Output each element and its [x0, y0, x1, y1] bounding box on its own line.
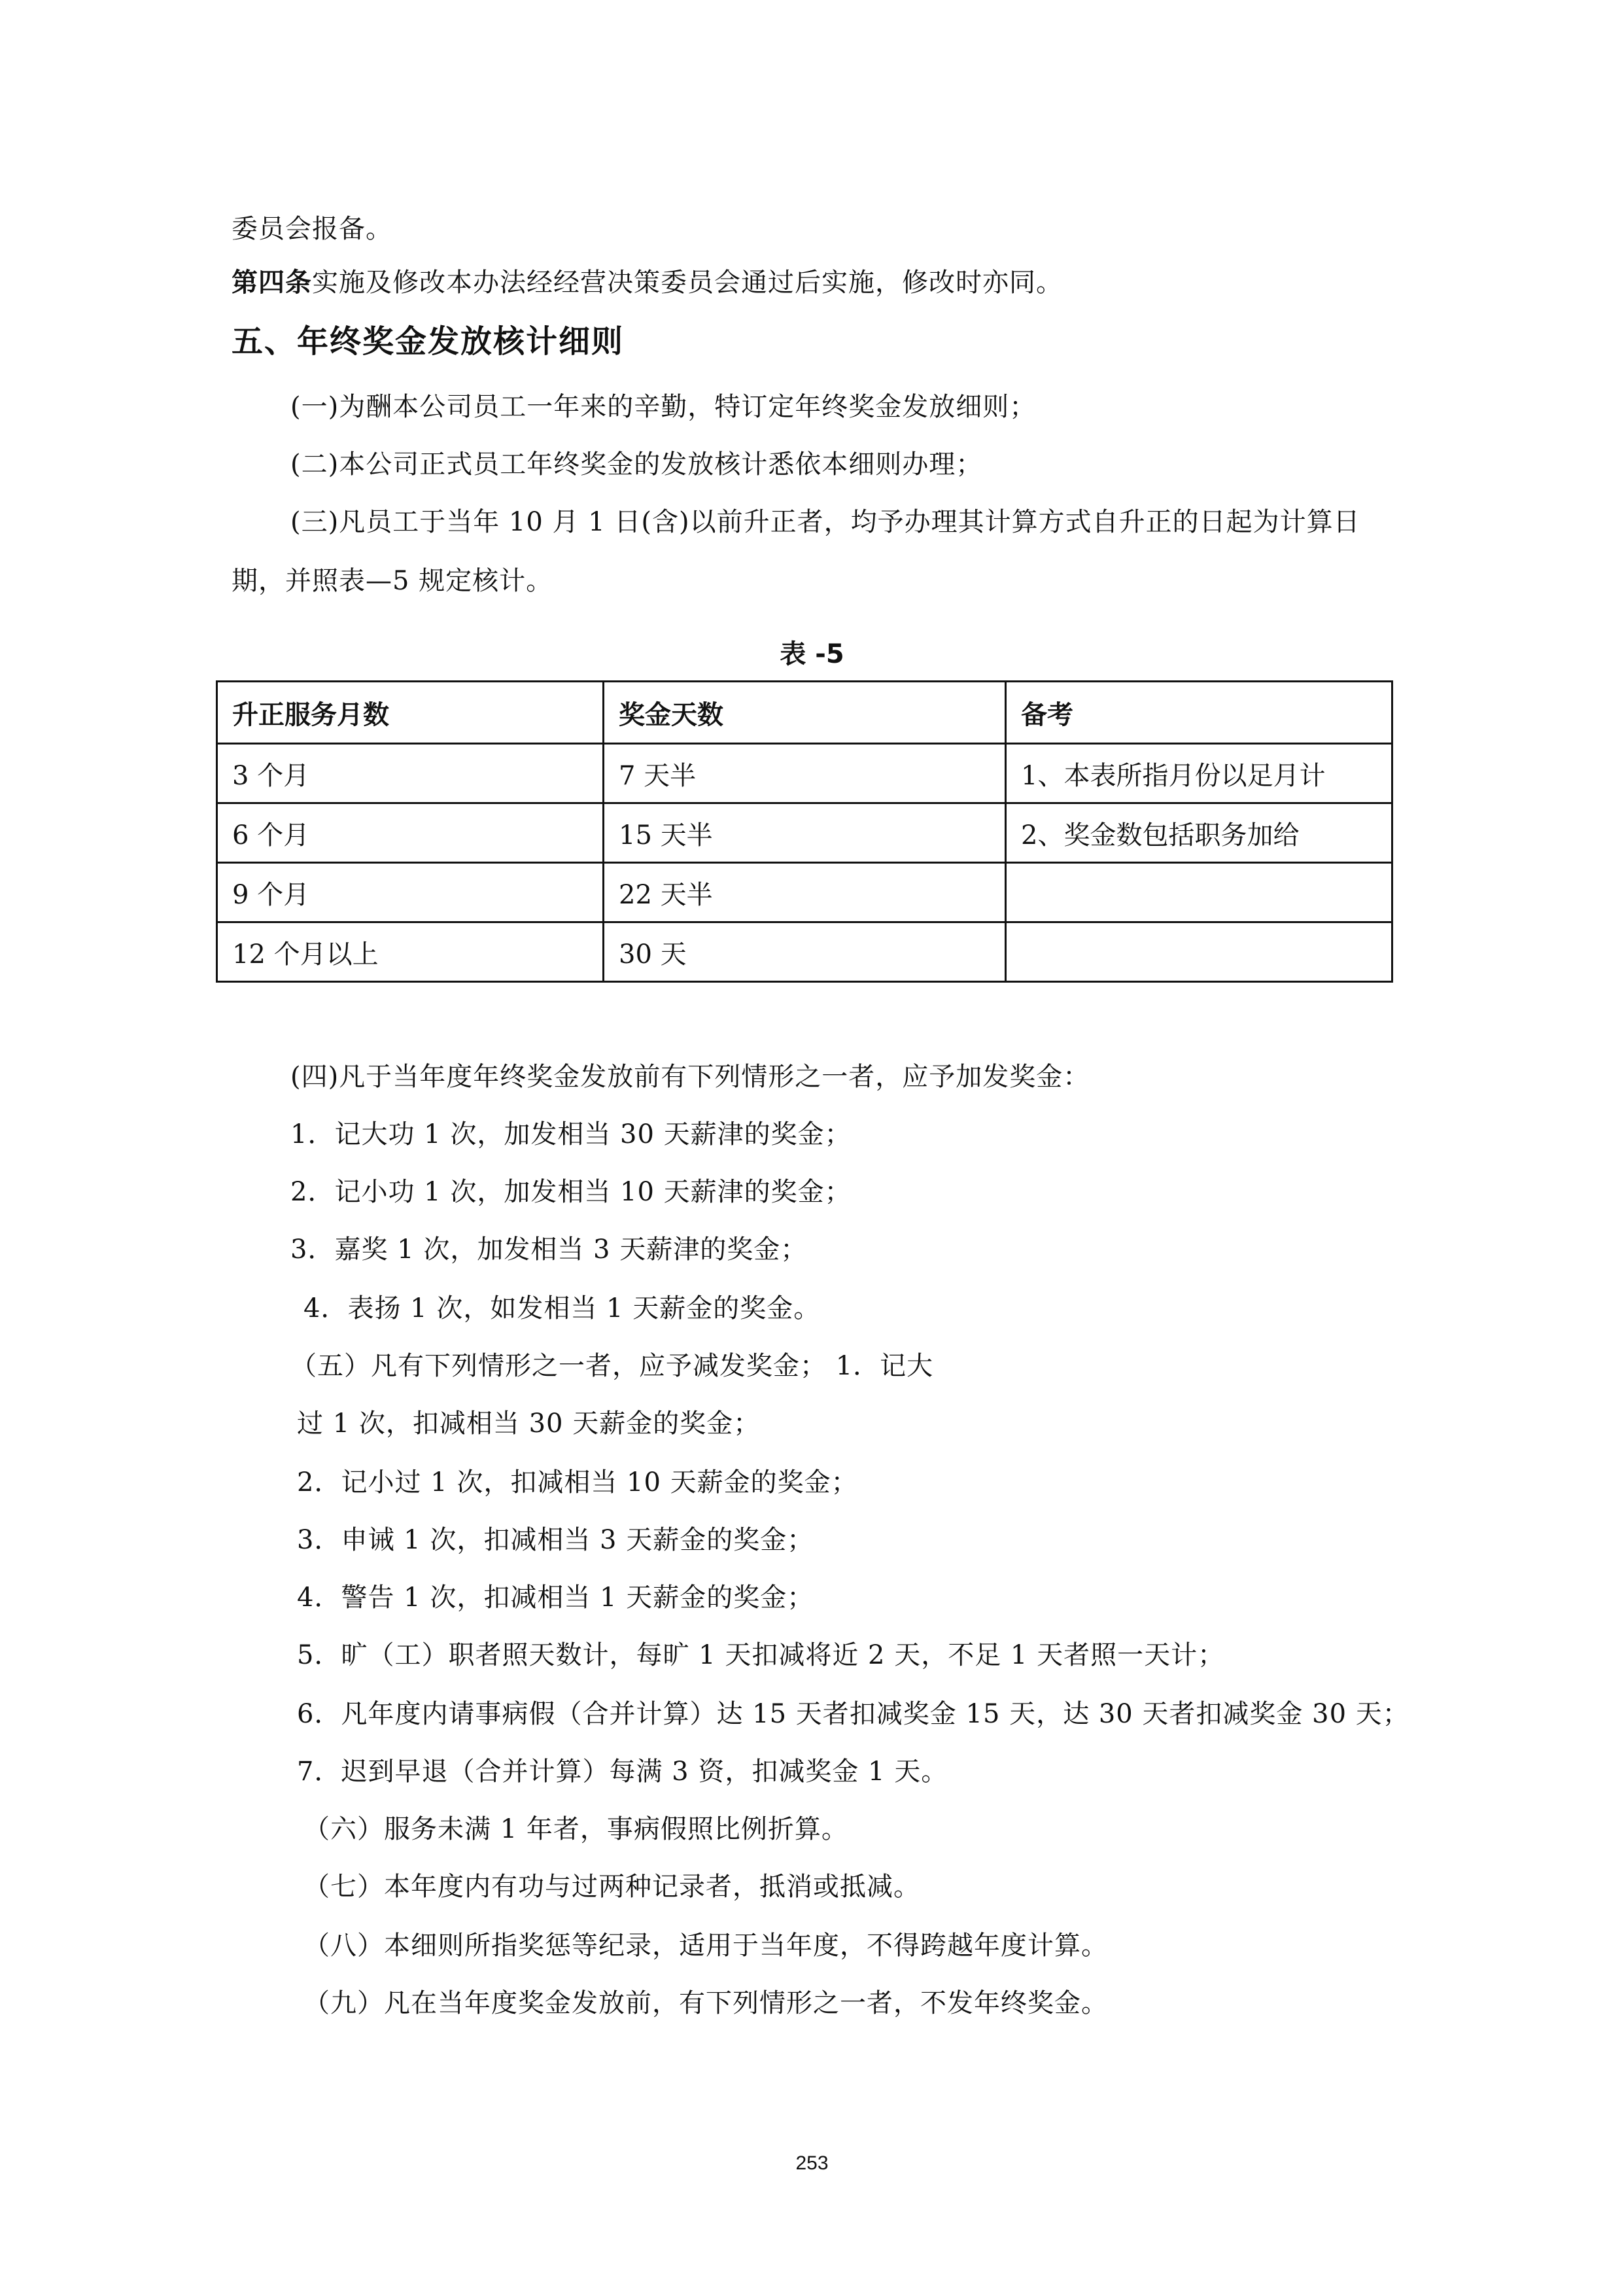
table-cell: 15 天半 — [604, 803, 1006, 863]
list-item: 1．记大功 1 次，加发相当 30 天薪津的奖金； — [290, 1119, 852, 1149]
list-item: 6．凡年度内请事病假（合并计算）达 15 天者扣减奖金 15 天，达 30 天者扣减奖金 30 天； — [297, 1699, 1409, 1729]
table-cell: 30 天 — [604, 922, 1006, 982]
text-line: 委员会报备。 — [232, 214, 392, 244]
text-line: 过 1 次，扣减相当 30 天薪金的奖金； — [297, 1409, 761, 1439]
table-cell: 2、奖金数包括职务加给 — [1006, 803, 1392, 863]
list-item: 3．嘉奖 1 次，加发相当 3 天薪津的奖金； — [290, 1235, 808, 1265]
bonus-table — [216, 680, 1393, 983]
table-caption: 表 -5 — [780, 639, 844, 669]
table-cell: 12 个月以上 — [217, 922, 604, 982]
table-cell: 22 天半 — [604, 863, 1006, 922]
table-row — [217, 803, 1392, 863]
text-line: (一)为酬本公司员工一年来的辛勤，特订定年终奖金发放细则； — [290, 392, 1037, 422]
text-line: (二)本公司正式员工年终奖金的发放核计悉依本细则办理； — [290, 449, 983, 480]
list-item: 2．记小过 1 次，扣减相当 10 天薪金的奖金； — [297, 1467, 858, 1498]
list-item: 4．表扬 1 次，如发相当 1 天薪金的奖金。 — [303, 1293, 821, 1323]
text-line: （九）凡在当年度奖金发放前，有下列情形之一者，不发年终奖金。 — [303, 1988, 1108, 2018]
text-line: （五）凡有下列情形之一者，应予减发奖金； 1．记大 — [290, 1351, 934, 1381]
list-item: 2．记小功 1 次，加发相当 10 天薪津的奖金； — [290, 1177, 852, 1207]
table-cell: 3 个月 — [217, 744, 604, 803]
table-cell — [1006, 863, 1392, 922]
article-label: 第四条 — [232, 268, 312, 298]
text-line: (四)凡于当年度年终奖金发放前有下列情形之一者，应予加发奖金： — [290, 1062, 1090, 1092]
table-cell: 6 个月 — [217, 803, 604, 863]
list-item: 7．迟到早退（合并计算）每满 3 资，扣减奖金 1 天。 — [297, 1757, 948, 1787]
text-line: （七）本年度内有功与过两种记录者，抵消或抵减。 — [303, 1872, 920, 1902]
table-cell: 7 天半 — [604, 744, 1006, 803]
table-row — [217, 863, 1392, 922]
table-header-cell: 奖金天数 — [604, 682, 1006, 744]
text-line: (三)凡员工于当年 10 月 1 日(含)以前升正者，均予办理其计算方式自升正的日起为计算日 — [290, 507, 1360, 537]
section-heading: 五、年终奖金发放核计细则 — [232, 323, 625, 360]
table-cell — [1006, 922, 1392, 982]
table-header-row — [217, 682, 1392, 744]
article-four-line — [232, 264, 1063, 301]
page-number: 253 — [795, 2152, 829, 2174]
list-item: 3．申诫 1 次，扣减相当 3 天薪金的奖金； — [297, 1525, 814, 1555]
text-line: 期，并照表—5 规定核计。 — [232, 566, 553, 596]
table-row — [217, 744, 1392, 803]
table-header-cell: 备考 — [1006, 682, 1392, 744]
table-cell: 9 个月 — [217, 863, 604, 922]
text-line: （六）服务未满 1 年者，事病假照比例折算。 — [303, 1814, 848, 1844]
table-header-cell: 升正服务月数 — [217, 682, 604, 744]
text-line: （八）本细则所指奖惩等纪录，适用于当年度，不得跨越年度计算。 — [303, 1931, 1108, 1961]
list-item: 5．旷（工）职者照天数计，每旷 1 天扣减将近 2 天，不足 1 天者照一天计； — [297, 1640, 1225, 1670]
list-item: 4．警告 1 次，扣减相当 1 天薪金的奖金； — [297, 1583, 814, 1613]
table-cell: 1、本表所指月份以足月计 — [1006, 744, 1392, 803]
table-row — [217, 922, 1392, 982]
article-text: 实施及修改本办法经经营决策委员会通过后实施，修改时亦同。 — [312, 268, 1063, 298]
